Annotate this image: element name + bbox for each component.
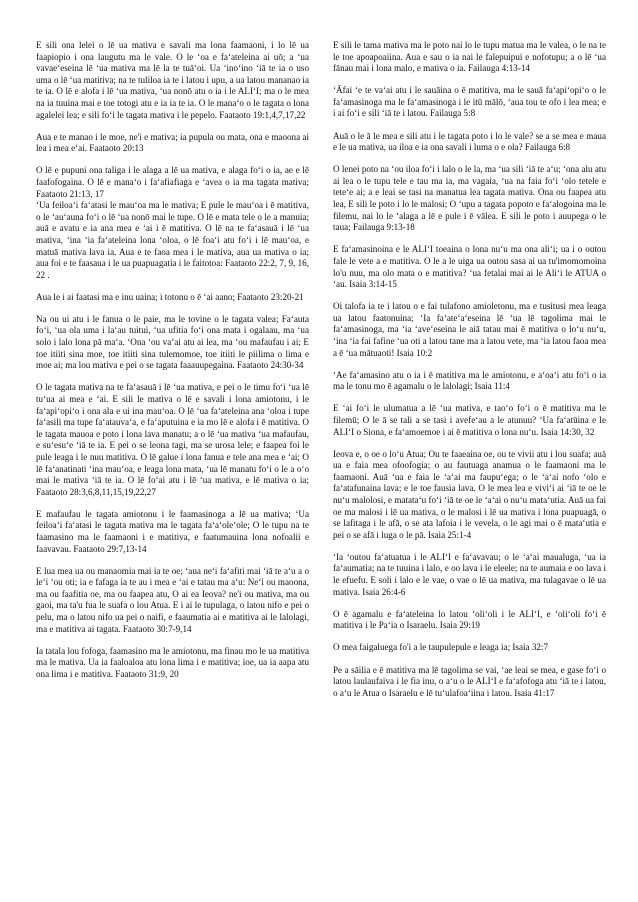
paragraph: Aua le i ai faatasi ma e inu uaina; i totonu o ē ʻai aano; Faataoto 23:20-21 xyxy=(36,291,304,302)
paragraph: E sili ona lelei o lē ua mativa e savali ma lona faamaoni, i lo lē ua faapiopio i ona laugutu ma le vale. O le ʻoa e faʻateleina ai uō; a ʻua vavaeʻeseina lē ʻua mativa ma lē la te tuāʻoi. Ua ʻinoʻino ʻiā te ia o uso uma o lē ʻua matitiva; na te tuliloa ia te i latou i upu, a ua latou mananao ia te ia. O lē e alofa i lē ʻua mativa, ʻua nonō atu o ia i le ALIʻI; ma o le mea na ia tuuina mai e toe totogi atu e ia ia te ia. O le manaʻo o le tagata o lona agalelei lea; e sili foʻi le tagata mativa i le pepelo. Faataoto 19:1,4,7,17,22 xyxy=(36,40,309,120)
paragraph: O le tagata mativa na te faʻasauā i lē ʻua mativa, e pei o le timu foʻi ʻua lē tuʻua ai mea e ʻai. E sili le mativa o lē e savali i lona amiotonu, i le faʻapiʻopiʻo i ona ala e ui ina mauʻoa. O lē ʻua faʻateleina ana ʻoloa i tupe faʻasili ma tupe faʻatauvaʻa, e faʻaputuina e ia mo lē e alofa i ē matitiva. O le tagata mauoa e poto i lona lava manatu; a o lē ʻua mativa ʻua mafaufau, e suʻesuʻe ʻiā te ia. E pei o se leona tagi, ma se urosa lele; e faapea foi le pule leaga i le nuu matitiva. O lē galue i lona fanua e tele ana mea e ʻai; O lē faʻanatinati ʻina mauʻoa, e leaga lona mata, ʻua lē manatu foʻi o le a oʻo mai le mativa ʻiā te ia. O lē foʻai atu i lē ʻua mativa, e lē mativa o ia; Faataoto 28:3,6,8,11,15,19,22,27 xyxy=(36,382,309,497)
paragraph: Oi talofa ia te i latou o e fai tulafono amioletonu, ma e tusitusi mea leaga ua latou faatonuina; ʻIa faʻateʻaʻeseina lē ʻua lē tagolima mai le faʻamasinoga, ma ʻia ʻaveʻeseina le aiā tatau mai ē matitiva o loʻu nuʻu, ʻina ʻia fai fafine ʻua oti a latou tane ma a latou vete, ma ʻia latou faoa mea a ē ʻua mātuaoti! Isaia 10:2 xyxy=(333,301,606,358)
paragraph: Ia tatala lou fofoga, faamasino ma le amiotonu, ma finau mo le ua matitiva ma le mativa. Ua ia faaloaloa atu lona lima i e matitiva; ioe, ua ia aapa atu ona lima i e matitiva. Faataoto 31:9, 20 xyxy=(36,645,309,679)
paragraph: Ieova e, o oe o loʻu Atua; Ou te faaeaina oe, ou te vivii atu i lou suafa; auā ua e faia mea ofoofogia; o au fautuaga anamua o le faamaoni ma le faamaoni. Auā ʻua e faia le ʻaʻai ma faupuʻega; o le ʻaʻai nofo ʻolo e faʻatafunaina lava; e le toe fausia lava. O le mea lea e viviʻi ai ʻiā te oe le nuʻu malolosi, e matataʻu foʻi ʻiā te oe le ʻaʻai o nuʻu mataʻutia. Auā ua fai oe ma malosi i lē ua mativa, o le malosi i lē ua mativa i lona puapuagā, o se lafitaga i le afā, o se ata lafoia i le vevela, o le agi mai o ē mataʻutia e pei o se afā i luga o le pā. Isaia 25:1-4 xyxy=(333,448,606,540)
paragraph: O lē e pupuni ona taliga i le alaga a lē ua mativa, e alaga foʻi o ia, ae e lē faafofogaina. O lē e manaʻo i faʻafiafiaga e ʻavea o ia ma tagata mativa; Faataoto 21:13, 17 ʻUa feiloaʻi faʻatasi le mauʻoa ma le mativa; E pule le mauʻoa i ē matitiva, o le ʻauʻauna foʻi o lē ʻua nonō mai le tupe. O lē e mata tele o le a manuia; auā e avatu e ia ana mea e ʻai i ē matitiva. O lē na te faʻasauā i lē ʻua mativa, ʻina ʻia faʻateleina lona ʻoloa, o lē foaʻi atu foʻi i lē mauʻoa, e matuā mativa lava ia. Aua e te faoa mea i le mativa, aua ua mativa o ia; aua foi e te faasaua i le ua puapuagatia i le faitotoa: Faataoto 22:2, 7, 9, 16, 22 . xyxy=(36,165,309,280)
paragraph: Na ou ui atu i le fanua o le paie, ma le tovine o le tagata valea; Faʻauta foʻi, ʻua ola uma i laʻau tuitui, ʻua ufitia foʻi ona mata i ogalaau, ma ʻua solo i lalo lona pā maʻa. ʻOna ʻou vaʻai atu ai lea, ma ʻou mafaufau i ai; E toe itiiti sina moe, toe itiiti sina tulemomoe, toe itiiti le piilima o lima e moe ai; ma lou mativa e pei o se tagata faaauupegaina. Faataoto 24:30-34 xyxy=(36,313,309,371)
paragraph: E mafaufau le tagata amiotonu i le faamasinoga a lē ua mativa; ʻUa feiloaʻi faʻatasi le tagata mativa ma le tagata faʻaʻoleʻole; O le tupu na te faamasino ma le faamaoni i e matitiva, e faatumauina lona nofoalii e faavavau. Faataoto 29:7,13-14 xyxy=(36,508,309,554)
paragraph: Auā o le ā le mea e sili atu i le tagata poto i lo le vale? se a se mea e maua e le ua mativa, ua iloa e ia ona savali i luma o e ola? Failauga 6:8 xyxy=(333,130,606,153)
right-column xyxy=(333,40,606,902)
paragraph: E lua mea ua ou manaomia mai ia te oe; ʻaua neʻi faʻafiti mai ʻiā te aʻu a o leʻi ʻou oti; ia e fafaga ia te au i mea e ʻai e tatau ma aʻu: Neʻi ou maoona, ma ou faafitia oe, ma ou faapea atu, O ai ea Ieova? ne'i ou mativa, ma ou gaoi, ma ta'u fua le suafa o lou Atua. E i ai le tupulaga, o latou nifo e pei o pelu, ma o latou nifo ua pei o naifi, e faaumatia ai e matitiva ai le lalolagi, ma e matitiva ai tagata. Faataoto 30:7-9,14 xyxy=(36,565,309,634)
paragraph: ʻĀfai ʻe te vaʻai atu i le sauāina o ē matitiva, ma le sauā faʻapiʻopiʻo o le faʻamasinoga ma le faʻamasinoga i le itū mālō, ʻaua tou te ofo i lea mea; e i ai foʻi e sili ʻiā te i latou. Failauga 5:8 xyxy=(333,85,606,119)
paragraph: ʻIa ʻoutou faʻatuatua i le ALIʻI e faʻavavau; o le ʻaʻai maualuga, ʻua ia faʻaumatia; na te tuuina i lalo, e oo lava i le eleele; na te aumaia e oo lava i le efuefu. E soli i lalo e le vae, o vae o lē ua mativa, ma tulagavae o lē ua mativa. Isaia 26:4-6 xyxy=(333,551,606,597)
paragraph: E faʻamasinoina e le ALIʻI toeaina o lona nuʻu ma ona aliʻi; ua i o outou fale le vete a e matitiva. O le a le uiga ua outou sasa ai ua tu'imomomoina lo'u nuu, ma olo mata o e matitiva? ʻua fetalai mai ai le Aliʻi le ATUA o ʻau. Isaia 3:14-15 xyxy=(333,244,606,290)
paragraph: O lenei poto na ʻou iloa foʻi i lalo o le la, ma ʻua sili ʻiā te aʻu; ʻona alu atu ai lea o le tupu tele e tau ma ia, ma vagaia, ʻua na faia foʻi ʻolo tetele e teteʻe ai; a e leai se tasi na manatua lea tagata mativa. Ona ou faapea atu lea, E sili le poto i lo le malosi; O ʻupu a tagata popoto e faʻalogoina ma le filemu, nai lo le ʻalaga a lē e pule i ē vālea. E sili le poto i auupega o le taua; Failauga 9:13-18 xyxy=(333,164,606,233)
left-column xyxy=(36,40,309,902)
paragraph: Aua e te manao i le moe, ne'i e mativa; ia pupula ou mata, ona e maoona ai lea i mea eʻai. Faataoto 20:13 xyxy=(36,131,309,154)
paragraph: E sili le tama mativa ma le poto nai lo le tupu matua ma le valea, o le na te le toe apoapoaiina. Aua e sau o ia nai le falepuipui e nofotupu; a o lē ʻua fānau mai i lona malo, e mativa o ia. Failauga 4:13-14 xyxy=(333,40,606,74)
paragraph: Pe a sāilia e ē matitiva ma lē tagolima se vai, ʻae leai se mea, e gase foʻi o latou laulaufaiva i le fia inu, o aʻu o le ALIʻI e faʻafofoga atu ʻiā te i latou, o aʻu le Atua o Isaraelu e lē tuʻulafoaʻiina i latou. Isaia 41:17 xyxy=(333,664,606,698)
paragraph: O mea faigaluega fo'i a le taupulepule e leaga ia; Isaia 32:7 xyxy=(333,642,548,653)
paragraph: O ē agamalu e faʻateleina lo latou ʻoliʻoli i le ALIʻI, e ʻoliʻoli foʻi ē matitiva i le Paʻia o Isaraelu. Isaia 29:19 xyxy=(333,608,606,631)
paragraph: E ʻai foʻi le ulumatua a lē ʻua mativa, e taoʻo foʻi o ē matitiva ma le filemū; O le ā se tali a se tasi i avefeʻau a le atunuu? ʻUa faʻatūina e le ALIʻI o Siona, e faʻamoemoe i ai ē matitiva o lona nuʻu. Isaia 14:30, 32 xyxy=(333,403,606,437)
paragraph: ʻAe faʻamasino atu o ia i ē matitiva ma le amiotonu, e aʻoaʻi atu foʻi o ia ma le tonu mo ē agamalu o le lalolagi; Isaia 11:4 xyxy=(333,369,606,392)
